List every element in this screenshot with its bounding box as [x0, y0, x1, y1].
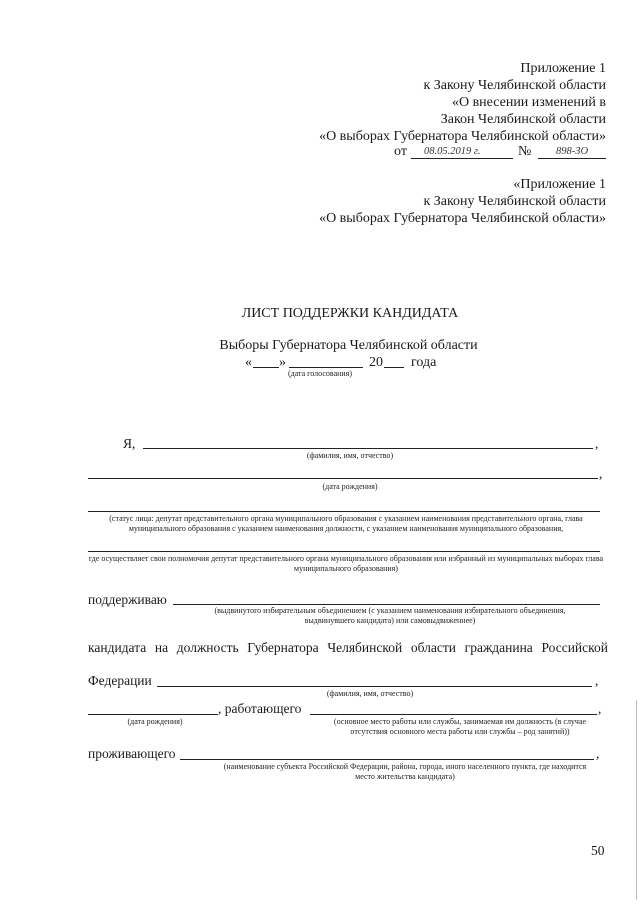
birth-underline: [88, 478, 598, 479]
cand-birth-underline: [88, 714, 218, 715]
work-underline: [310, 714, 597, 715]
residence-comma: ,: [596, 746, 600, 761]
annex1-header: [206, 60, 606, 145]
work-comma: ,: [598, 701, 602, 716]
support-label: поддерживаю: [88, 592, 167, 607]
date-underline: [411, 158, 513, 159]
annex1-line5: «О выборах Губернатора Челябинской области»: [319, 129, 606, 144]
number-underline: [538, 158, 606, 159]
status-underline: [88, 511, 600, 512]
annex1-line4: Закон Челябинской области: [440, 112, 606, 127]
annex2-line3: «О выборах Губернатора Челябинской области»: [319, 211, 606, 226]
residence-underline: [180, 759, 594, 760]
candidate-text: кандидата на должность Губернатора Челябинской области гражданина Российской: [88, 640, 608, 655]
cand-fio-comma: ,: [595, 673, 599, 688]
fio-underline: [143, 448, 593, 449]
day-underline: [253, 367, 279, 368]
cand-fio-hint: (фамилия, имя, отчество): [326, 689, 414, 698]
year-prefix: 20: [369, 355, 383, 370]
annex1-line1: Приложение 1: [520, 61, 606, 76]
federation-label: Федерации: [88, 673, 152, 688]
birth-comma: ,: [599, 466, 603, 481]
residing-label: проживающего: [88, 746, 176, 761]
annex1-number: 898-ЗО: [556, 146, 589, 157]
annex1-from-label: от: [394, 144, 407, 159]
page-number: 50: [591, 843, 605, 858]
election-date-hint: (дата голосования): [287, 369, 353, 378]
year-underline: [384, 367, 404, 368]
date-close-quote: »: [279, 355, 286, 370]
birth-hint: (дата рождения): [322, 482, 378, 491]
fio-comma: ,: [595, 436, 599, 451]
election-name: Выборы Губернатора Челябинской области: [219, 338, 478, 353]
cand-birth-hint: (дата рождения): [127, 717, 183, 726]
annex1-line3: «О внесении изменений в: [451, 95, 606, 110]
annex2-line1: «Приложение 1: [513, 177, 606, 192]
cand-fio-underline: [157, 686, 592, 687]
annex1-line2: к Закону Челябинской области: [423, 78, 606, 93]
scan-edge-mark: [636, 700, 637, 900]
annex2-line2: к Закону Челябинской области: [423, 194, 606, 209]
annex1-date: 08.05.2019 г.: [424, 146, 481, 157]
month-underline: [289, 367, 363, 368]
annex1-number-label: №: [518, 144, 532, 159]
fio-hint: (фамилия, имя, отчество): [306, 451, 394, 460]
support-underline: [173, 604, 600, 605]
support-hint: (выдвинутого избирательным объединением (с указанием наименования избирательного объединения, выдвинувшего кандидата) или самовыдвиженнее): [214, 606, 566, 625]
date-open-quote: «: [245, 355, 252, 370]
year-suffix: года: [411, 355, 437, 370]
work-hint: (основное место работы или службы, занимаемая им должность (в случае отсутствия основного места работы или службы – род занятий)): [333, 717, 587, 736]
working-label: , работающего: [218, 701, 302, 716]
ya-label: Я,: [123, 436, 136, 451]
where-hint: где осуществляет свои полномочия депутат представительного органа муниципального образования или избранный из муниципальных выборах глава муниципального образования): [88, 554, 604, 573]
document-title: ЛИСТ ПОДДЕРЖКИ КАНДИДАТА: [241, 306, 459, 321]
residence-hint: (наименование субъекта Российской Федерации, района, города, иного населенного пункта, где находится место жительства кандидата): [223, 762, 587, 781]
annex2-header: [206, 176, 606, 227]
where-underline: [88, 551, 600, 552]
status-hint: (статус лица: депутат представительного органа муниципального образования с указанием наименования представительного органа, глава муниципального образования с указанием наименования должности, с указанием наименования муниципального образования,: [109, 514, 583, 533]
